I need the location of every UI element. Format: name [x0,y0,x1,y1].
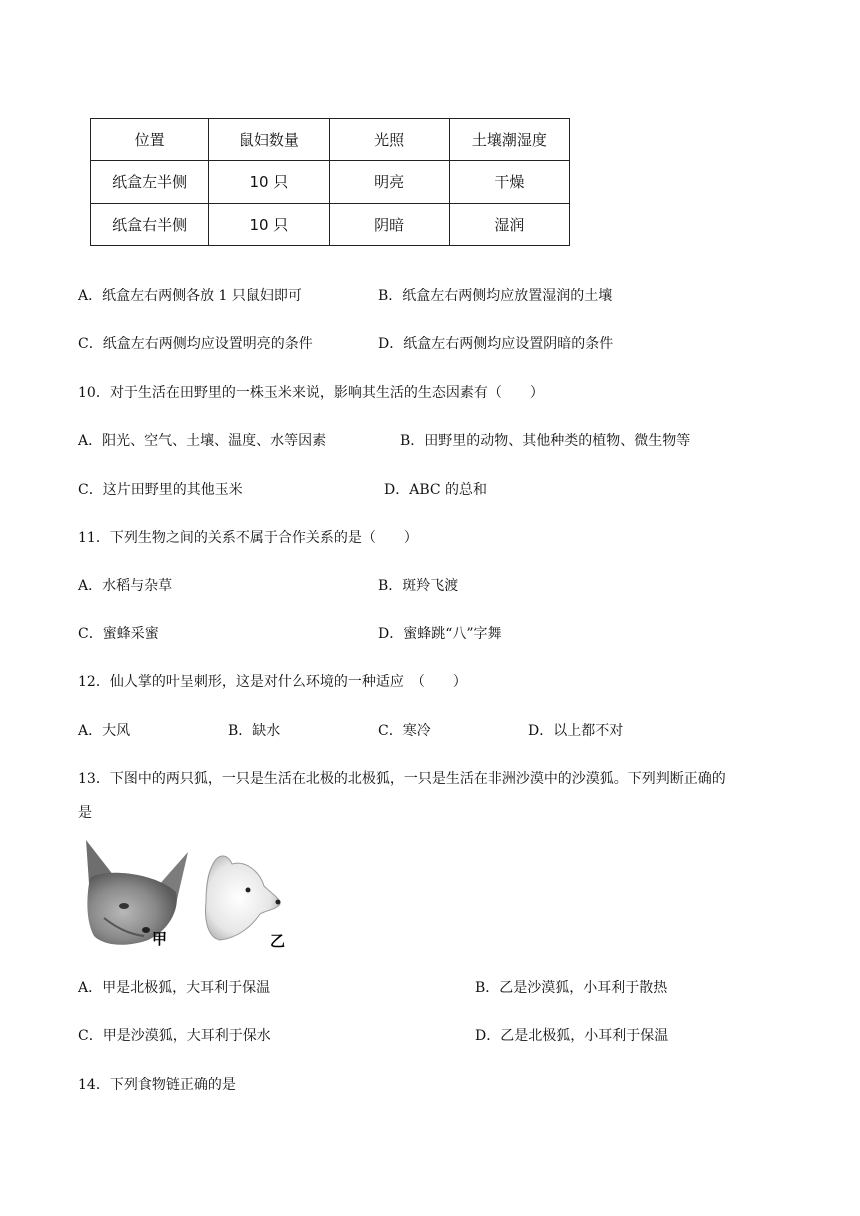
table-cell: 阴暗 [329,203,449,245]
label-yi: 乙 [270,932,286,950]
q11-option-d: D．蜜蜂跳“八”字舞 [378,626,502,642]
table-header-row [91,119,570,161]
table-cell: 湿润 [449,203,569,245]
fennec-fox-image [84,838,190,950]
q12-option-a: A．大风 [78,723,131,739]
table-header-cell: 位置 [91,119,209,161]
table-cell: 纸盒右半侧 [91,203,209,245]
q13-stem: 13．下图中的两只狐，一只是生活在北极的北极狐，一只是生活在非洲沙漠中的沙漠狐。下列判断正确的 [78,771,726,787]
experiment-table [90,118,570,246]
table-cell: 干燥 [449,161,569,203]
q14-stem: 14．下列食物链正确的是 [78,1077,236,1093]
q13-stem-continued: 是 [78,805,92,821]
q13-option-d: D．乙是北极狐，小耳利于保温 [475,1028,669,1044]
q12-option-d: D．以上都不对 [528,723,624,739]
q11-option-b: B．斑羚飞渡 [378,578,459,594]
q10-option-c: C．这片田野里的其他玉米 [78,482,243,498]
table-row [91,161,570,203]
q11-stem: 11．下列生物之间的关系不属于合作关系的是（ ） [78,530,418,546]
table-cell: 10 只 [209,203,329,245]
q9-option-a: A．纸盒左右两侧各放 1 只鼠妇即可 [78,288,302,304]
q9-option-b: B．纸盒左右两侧均应放置湿润的土壤 [378,288,613,304]
table-cell: 明亮 [329,161,449,203]
table-cell: 10 只 [209,161,329,203]
table-row [91,203,570,245]
table-header-cell: 光照 [329,119,449,161]
table-header-cell: 土壤潮湿度 [449,119,569,161]
q10-option-a: A．阳光、空气、土壤、温度、水等因素 [78,433,327,449]
q9-option-d: D．纸盒左右两侧均应设置阴暗的条件 [378,336,614,352]
q11-option-c: C．蜜蜂采蜜 [78,626,159,642]
q13-option-c: C．甲是沙漠狐，大耳利于保水 [78,1028,271,1044]
q12-stem: 12．仙人掌的叶呈刺形，这是对什么环境的一种适应 （ ） [78,674,467,690]
q10-stem: 10．对于生活在田野里的一株玉米来说，影响其生活的生态因素有（ ） [78,385,544,401]
table-cell: 纸盒左半侧 [91,161,209,203]
q13-option-b: B．乙是沙漠狐，小耳利于散热 [475,980,668,996]
q12-option-b: B．缺水 [228,723,281,739]
q9-option-c: C．纸盒左右两侧均应设置明亮的条件 [78,336,313,352]
q13-option-a: A．甲是北极狐，大耳利于保温 [78,980,271,996]
label-jia: 甲 [152,930,168,948]
q11-option-a: A．水稻与杂草 [78,578,173,594]
q12-option-c: C．寒冷 [378,723,431,739]
q10-option-b: B．田野里的动物、其他种类的植物、微生物等 [400,433,691,449]
arctic-fox-image [202,850,284,942]
q10-option-d: D．ABC 的总和 [384,482,488,498]
table-header-cell: 鼠妇数量 [209,119,329,161]
